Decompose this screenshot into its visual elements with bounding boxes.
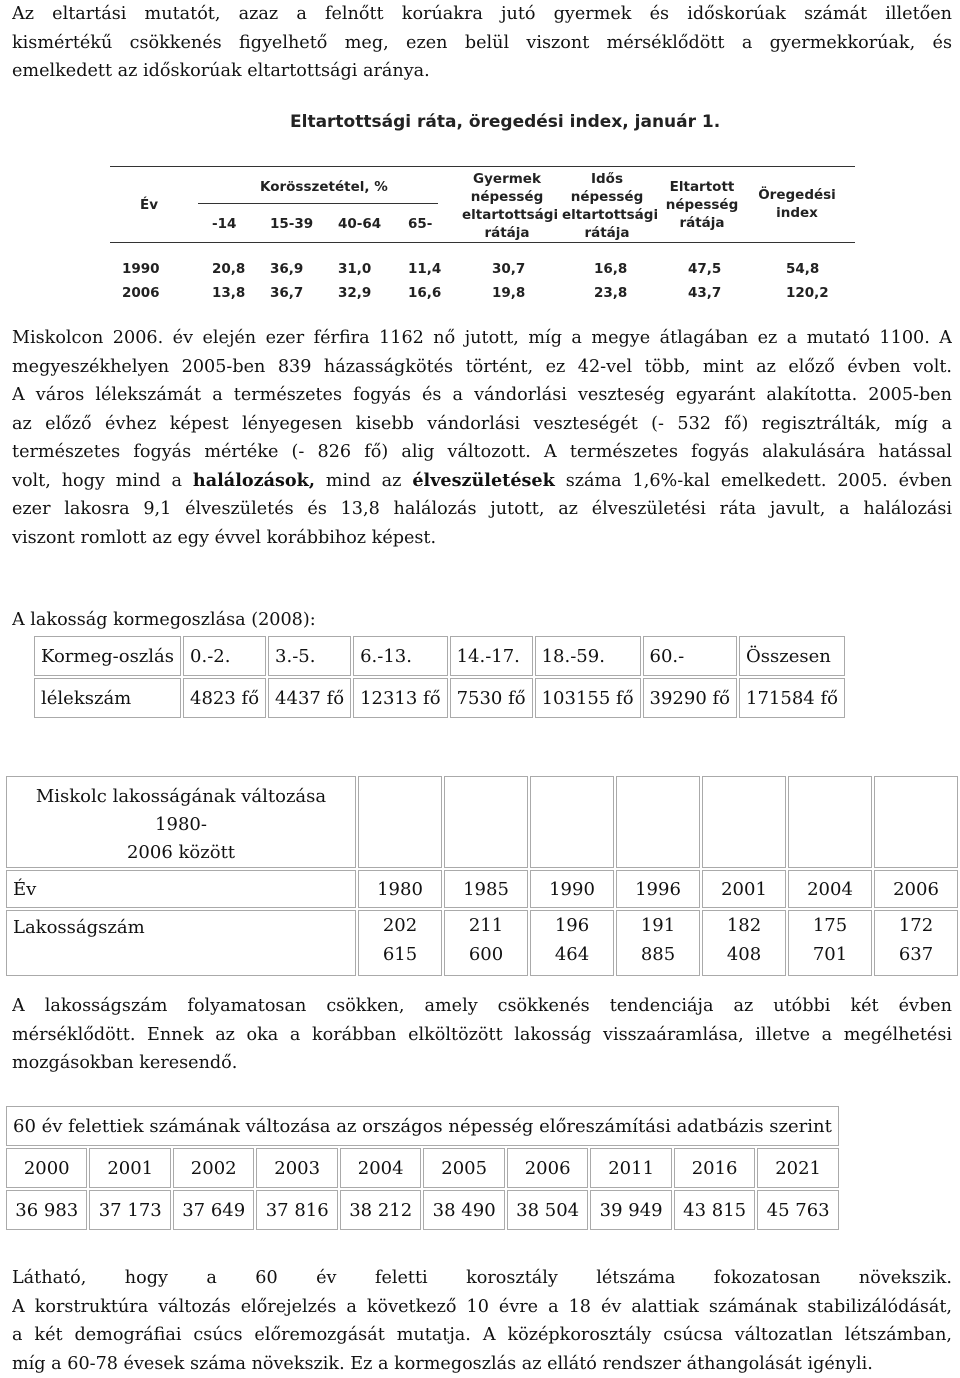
over60-year-cell: 2016 [674, 1148, 755, 1188]
kormeg-header-cell: 3.-5. [268, 636, 351, 676]
text-line: volt, hogy mind a halálozások, mind az élveszületések száma 1,6%-kal emelkedett. 2005. évben [12, 469, 952, 491]
year-cell: 1980 [358, 870, 442, 908]
age-structure-paragraph [12, 1264, 952, 1378]
text-line: ezer lakosra 9,1 élveszületés és 13,8 halálozás jutott, az élveszületési ráta javult, a halálozási [12, 499, 952, 519]
row-year: 1990 [122, 261, 160, 277]
over60-value-cell: 45 763 [757, 1190, 839, 1230]
text-line: Látható, hogy a 60 év feletti korosztály létszáma fokozatosan növekszik. [12, 1268, 952, 1288]
row-value: 13,8 [212, 285, 246, 301]
text-line: az előző évhez képest lényegesen kisebb vándorlási veszteségét (- 532 fő) regisztrálták, míg a [12, 413, 952, 434]
text-line: Az eltartási mutatót, azaz a felnőtt korúakra jutó gyermek és időskorúak számát illetően [12, 4, 952, 24]
year-cell: 2006 [874, 870, 958, 908]
text-line: A város lélekszámát a természetes fogyás és a vándorlási veszteség egyaránt alakította. 2005-ben [12, 385, 952, 405]
row-value: 16,6 [408, 285, 442, 301]
dependency-ratio-table [110, 108, 855, 308]
over60-value-cell: 37 649 [173, 1190, 254, 1230]
population-cell: 196 464 [530, 910, 614, 976]
text-line: megyeszékhelyen 2005-ben 839 házasságkötés történt, ez 42-vel több, mint az előző évben volt. [12, 356, 952, 377]
year-cell: 2001 [702, 870, 786, 908]
age-col-header: 40-64 [338, 216, 382, 232]
population-cell: 172 637 [874, 910, 958, 976]
row-value: 36,7 [270, 285, 304, 301]
row-value: 20,8 [212, 261, 246, 277]
over60-year-cell: 2000 [6, 1148, 87, 1188]
population-cell: 175 701 [788, 910, 872, 976]
ev-label: Év [140, 197, 159, 213]
over60-value-cell: 37 816 [256, 1190, 337, 1230]
kormeg-value-cell: 4437 fő [268, 678, 351, 718]
population-cell: 182 408 [702, 910, 786, 976]
row-value: 43,7 [688, 285, 722, 301]
over60-title: 60 év felettiek számának változása az országos népesség előreszámítási adatbázis szerint [6, 1106, 839, 1146]
kormeg-header-cell: 6.-13. [353, 636, 447, 676]
kormegoszlas-table [32, 634, 847, 720]
age-col-header: 65- [408, 216, 433, 232]
year-cell: 1985 [444, 870, 528, 908]
kormeg-header-label: Kormeg-oszlás [34, 636, 181, 676]
row-value: 32,9 [338, 285, 372, 301]
text-line: emelkedett az időskorúak eltartottsági aránya. [12, 61, 430, 81]
row-value: 31,0 [338, 261, 372, 277]
year-cell: 2004 [788, 870, 872, 908]
row-value: 36,9 [270, 261, 304, 277]
row-year: 2006 [122, 285, 160, 301]
over60-year-cell: 2001 [89, 1148, 170, 1188]
kormeg-value-cell: 103155 fő [535, 678, 641, 718]
row-value: 30,7 [492, 261, 526, 277]
kormeg-value-cell: 7530 fő [450, 678, 533, 718]
year-cell: 1990 [530, 870, 614, 908]
col-eltartott-header: Eltartott népesség rátája [665, 179, 739, 231]
age-group-label: Korösszetétel, % [260, 179, 388, 195]
miskolc-paragraph [12, 324, 952, 552]
over60-year-cell: 2005 [423, 1148, 504, 1188]
kormeg-header-cell: 14.-17. [450, 636, 533, 676]
row-value: 16,8 [594, 261, 628, 277]
text-line: mozgásokban keresendő. [12, 1053, 238, 1073]
over60-value-cell: 38 490 [423, 1190, 504, 1230]
population-cell: 202 615 [358, 910, 442, 976]
intro-paragraph [12, 0, 952, 86]
population-cell: 211 600 [444, 910, 528, 976]
row-value: 54,8 [786, 261, 820, 277]
text-line: míg a 60-78 évesek száma növekszik. Ez a kormegoszlás az ellátó rendszer áthangolását igényli. [12, 1353, 873, 1374]
col-oregedesi-header: Öregedési index [758, 187, 836, 221]
kormeg-row-label: lélekszám [34, 678, 181, 718]
text-line: Miskolcon 2006. év elején ezer férfira 1162 nő jutott, míg a megye átlagában ez a mutató 1100. A [12, 328, 952, 348]
over60-table [4, 1104, 841, 1232]
kormeg-header-cell: 60.- [643, 636, 737, 676]
over60-year-cell: 2011 [590, 1148, 671, 1188]
over60-year-cell: 2006 [507, 1148, 588, 1188]
over60-year-cell: 2021 [757, 1148, 839, 1188]
kormeg-header-cell: 18.-59. [535, 636, 641, 676]
col-gyermek-header: Gyermek népesség eltartottsági rátája [462, 171, 559, 241]
row-value: 19,8 [492, 285, 526, 301]
over60-value-cell: 39 949 [590, 1190, 671, 1230]
over60-year-cell: 2003 [256, 1148, 337, 1188]
text-line: viszont romlott az egy évvel korábbihoz képest. [12, 527, 437, 548]
kormeg-header-cell: 0.-2. [183, 636, 266, 676]
over60-value-cell: 43 815 [674, 1190, 755, 1230]
over60-year-cell: 2004 [340, 1148, 421, 1188]
pop-label: Lakosságszám [6, 910, 356, 976]
text-line: kismértékű csökkenés figyelhető meg, ezen belül viszont mérséklődött a gyermekkorúak, és [12, 32, 952, 53]
kormeg-header-cell: Összesen [739, 636, 845, 676]
over60-value-cell: 36 983 [6, 1190, 87, 1230]
over60-year-cell: 2002 [173, 1148, 254, 1188]
row-value: 120,2 [786, 285, 829, 301]
col-idos-header: Idős népesség eltartottsági rátája [562, 171, 659, 241]
population-change-title: Miskolc lakosságának változása 1980- 2006 között [6, 776, 356, 868]
text-line: mérséklődött. Ennek az oka a korábban elköltözött lakosság visszaáramlása, illetve a megélhetési [12, 1024, 952, 1045]
text-line: A lakosságszám folyamatosan csökken, amely csökkenés tendenciája az utóbbi két évben [12, 996, 952, 1016]
kormeg-value-cell: 171584 fő [739, 678, 845, 718]
row-value: 47,5 [688, 261, 722, 277]
age-col-header: -14 [212, 216, 237, 232]
text-line: a két demográfiai csúcs előremozgását mutatja. A középkorosztály csúcsa változatlan létszámban, [12, 1325, 952, 1345]
kormegoszlas-heading: A lakosság kormegoszlása (2008): [12, 610, 316, 630]
year-cell: 1996 [616, 870, 700, 908]
age-col-header: 15-39 [270, 216, 314, 232]
text-line: A korstruktúra változás előrejelzés a következő 10 évre a 18 év alattiak számának stabilizálódását, [12, 1296, 952, 1317]
table-title: Eltartottsági ráta, öregedési index, január 1. [290, 112, 721, 132]
population-trend-paragraph [12, 992, 952, 1078]
kormeg-value-cell: 39290 fő [643, 678, 737, 718]
over60-value-cell: 38 504 [507, 1190, 588, 1230]
over60-value-cell: 37 173 [89, 1190, 170, 1230]
population-change-table [4, 774, 960, 978]
over60-value-cell: 38 212 [340, 1190, 421, 1230]
row-value: 11,4 [408, 261, 442, 277]
kormeg-value-cell: 4823 fő [183, 678, 266, 718]
text-line: természetes fogyás mértéke (- 826 fő) alig változott. A természetes fogyás alakulására hatással [12, 442, 952, 462]
row-value: 23,8 [594, 285, 628, 301]
ev-label: Év [6, 870, 356, 908]
kormeg-value-cell: 12313 fő [353, 678, 447, 718]
population-cell: 191 885 [616, 910, 700, 976]
